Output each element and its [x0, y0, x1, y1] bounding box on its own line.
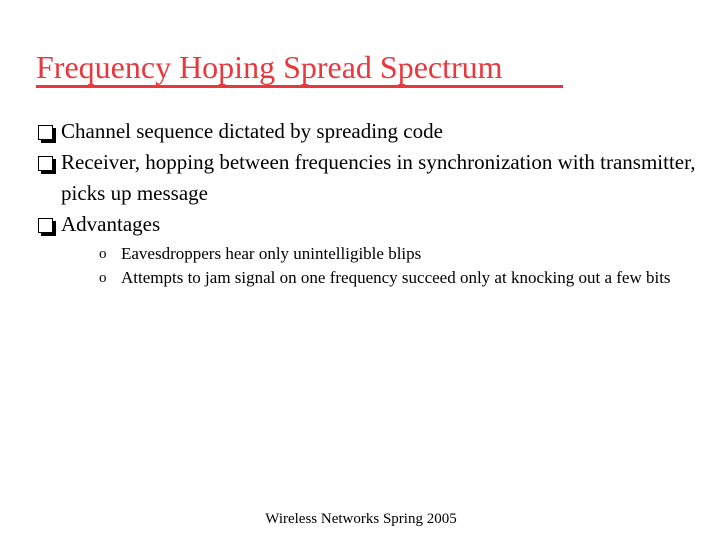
- bullet-item: [36, 209, 696, 290]
- bullet-text: Receiver, hopping between frequencies in synchronization with transmitter, picks up message: [61, 150, 696, 205]
- circle-bullet-icon: o: [99, 270, 107, 286]
- title-underline: [36, 85, 563, 88]
- sub-bullet-item: [99, 266, 696, 290]
- sub-bullet-list: [61, 242, 696, 290]
- square-bullet-icon: [38, 125, 53, 140]
- circle-bullet-icon: o: [99, 246, 107, 262]
- square-bullet-icon: [38, 218, 53, 233]
- footer-text: Wireless Networks Spring 2005: [265, 511, 457, 527]
- bullet-item: [36, 147, 696, 209]
- slide-title: Frequency Hoping Spread Spectrum: [36, 49, 503, 85]
- bullet-list: [36, 116, 696, 290]
- sub-bullet-text: Eavesdroppers hear only unintelligible blips: [121, 244, 422, 263]
- bullet-item: [36, 116, 696, 147]
- slide-footer: [0, 509, 720, 529]
- bullet-text: Advantages: [61, 212, 161, 236]
- square-bullet-icon: [38, 156, 53, 171]
- sub-bullet-text: Attempts to jam signal on one frequency succeed only at knocking out a few bits: [121, 268, 671, 287]
- sub-bullet-item: [99, 242, 696, 266]
- bullet-text: Channel sequence dictated by spreading code: [61, 119, 443, 143]
